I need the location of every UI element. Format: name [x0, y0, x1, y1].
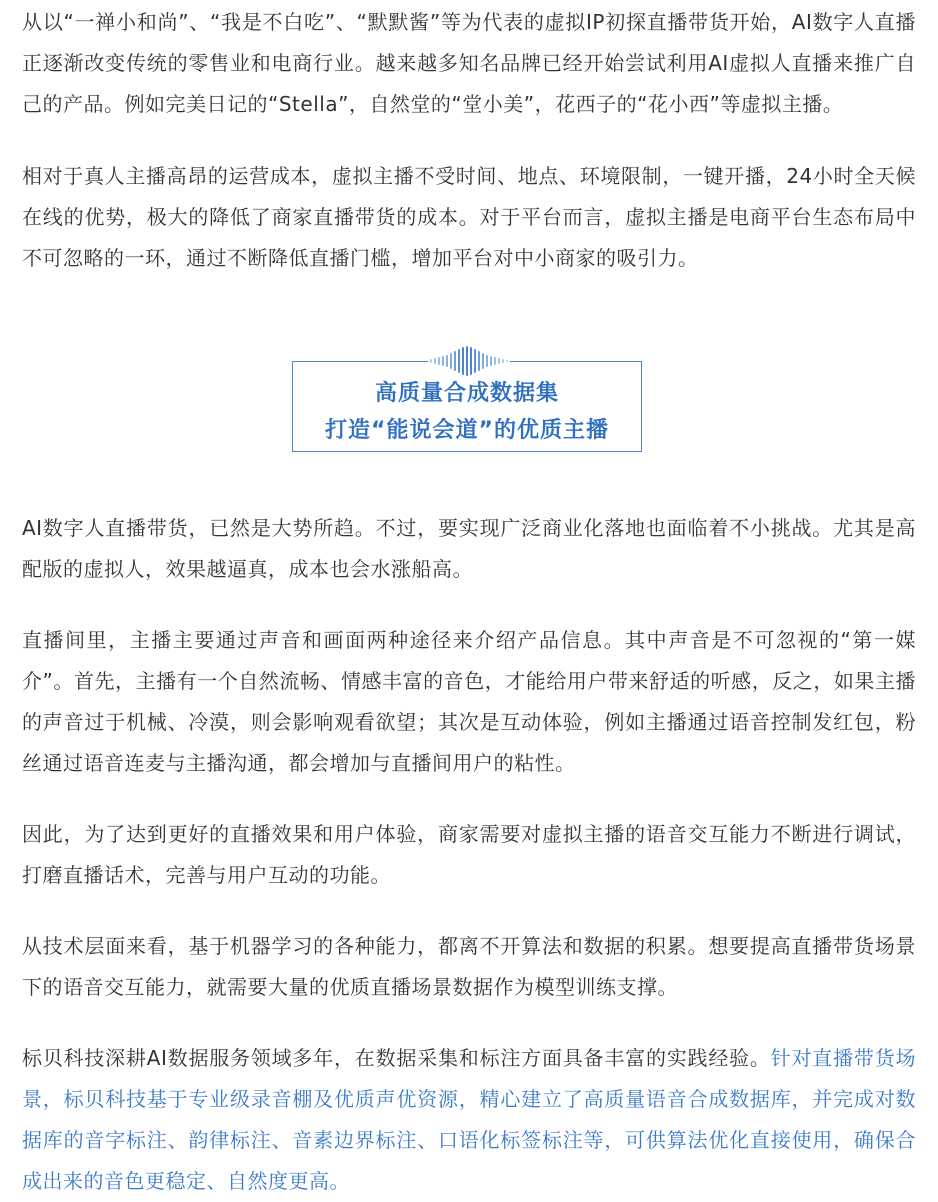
paragraph-plain-text: 标贝科技深耕AI数据服务领域多年，在数据采集和标注方面具备丰富的实践经验。	[22, 1046, 771, 1070]
paragraph-trend: AI数字人直播带货，已然是大势所趋。不过，要实现广泛商业化落地也面临着不小挑战。尤其是高配版的虚拟人，效果越逼真，成本也会水涨船高。	[22, 516, 916, 581]
paragraph-technical-view: 从技术层面来看，基于机器学习的各种能力，都离不开算法和数据的积累。想要提高直播带货场景下的语音交互能力，就需要大量的优质直播场景数据作为模型训练支撑。	[22, 934, 916, 999]
paragraph-company-dataset	[22, 1038, 916, 1202]
highlighted-text: 针对直播带货场景，标贝科技基于专业级录音棚及优质声优资源，精心建立了高质量语音合成数据库，并完成对数据库的音字标注、韵律标注、音素边界标注、口语化标签标注等，可供算法优化直接使用，确保合成出来的音色更稳定、自然度更高。	[22, 1046, 916, 1193]
paragraph-voice-importance: 直播间里，主播主要通过声音和画面两种途径来介绍产品信息。其中声音是不可忽视的“第一媒介”。首先，主播有一个自然流畅、情感丰富的音色，才能给用户带来舒适的听感，反之，如果主播的声音过于机械、冷漠，则会影响观看欲望；其次是互动体验，例如主播通过语音控制发红包，粉丝通过语音连麦与主播沟通，都会增加与直播间用户的粘性。	[22, 628, 916, 775]
paragraph-intro: 从以“一禅小和尚”、“我是不白吃”、“默默酱”等为代表的虚拟IP初探直播带货开始，AI数字人直播正逐渐改变传统的零售业和电商行业。越来越多知名品牌已经开始尝试利用AI虚拟人直播来推广自己的产品。例如完美日记的“Stella”，自然堂的“堂小美”，花西子的“花小西”等虚拟主播。	[22, 10, 916, 116]
section-heading-line-2: 打造“能说会道”的优质主播	[325, 418, 609, 443]
section-heading-line-1: 高质量合成数据集	[374, 381, 559, 406]
paragraph-voice-tuning: 因此，为了达到更好的直播效果和用户体验，商家需要对虚拟主播的语音交互能力不断进行调试，打磨直播话术，完善与用户互动的功能。	[22, 822, 916, 887]
sound-wave-icon	[428, 346, 510, 376]
paragraph-cost-advantage: 相对于真人主播高昂的运营成本，虚拟主播不受时间、地点、环境限制，一键开播，24小时全天候在线的优势，极大的降低了商家直播带货的成本。对于平台而言，虚拟主播是电商平台生态布局中不可忽略的一环，通过不断降低直播门槛，增加平台对中小商家的吸引力。	[22, 164, 916, 270]
